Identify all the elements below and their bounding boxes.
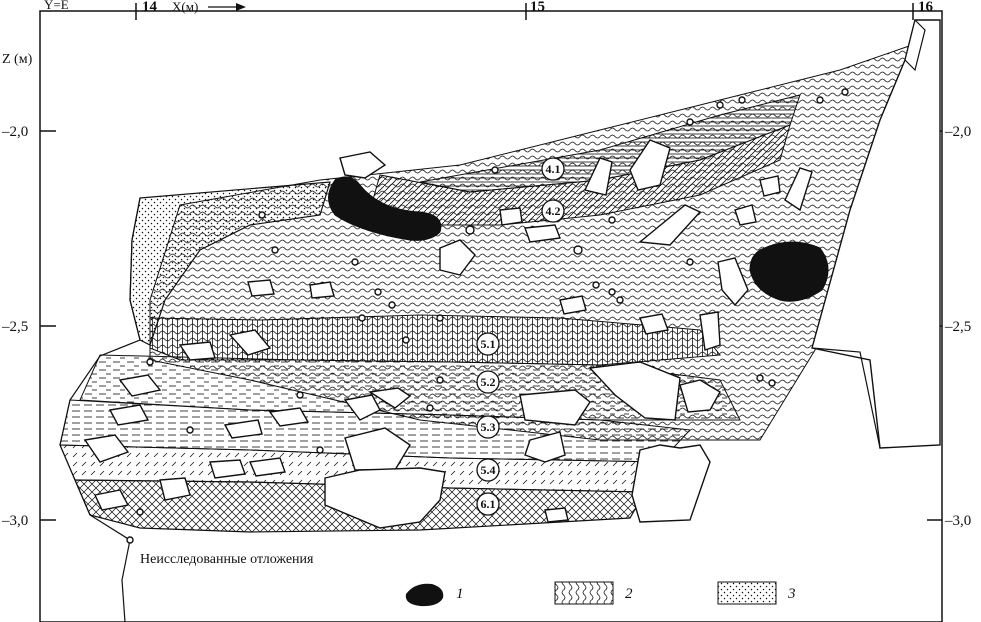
x-axis-arrow-icon — [208, 3, 246, 11]
x-tick-16: 16 — [918, 0, 933, 15]
legend — [406, 582, 796, 606]
legend-item-3 — [718, 582, 796, 604]
z-axis-label: Z (м) — [2, 52, 33, 67]
svg-text:2: 2 — [625, 586, 633, 602]
right-tick-label: –3,0 — [945, 513, 972, 529]
left-tick-label: –2,5 — [2, 319, 29, 335]
svg-text:3: 3 — [788, 586, 796, 602]
svg-text:6.1: 6.1 — [480, 497, 496, 511]
layer-label-5-4 — [477, 459, 499, 481]
layer-label-4-1 — [542, 158, 564, 180]
svg-text:5.2: 5.2 — [480, 375, 496, 389]
section-body — [60, 20, 940, 622]
right-tick-label: –2,5 — [945, 319, 972, 335]
right-tick-label: –2,0 — [945, 124, 972, 140]
svg-text:5.3: 5.3 — [480, 420, 496, 434]
wavy-swatch-icon — [555, 582, 613, 604]
svg-text:5.4: 5.4 — [480, 463, 496, 477]
unexplored-deposits-note: Неисследованные отложения — [140, 552, 314, 567]
svg-text:4.2: 4.2 — [545, 204, 561, 218]
left-tick-label: –2,0 — [2, 124, 29, 140]
layer-label-6-1 — [477, 493, 499, 515]
layer-label-5-1 — [477, 333, 499, 355]
top-scale — [44, 0, 934, 20]
left-tick-label: –3,0 — [2, 513, 29, 529]
left-axis — [1, 52, 56, 529]
svg-text:5.1: 5.1 — [480, 337, 496, 351]
solid-black-swatch-icon — [406, 584, 443, 606]
x-tick-14: 14 — [142, 0, 157, 15]
x-axis-label: X(м) — [172, 0, 199, 14]
dotted-swatch-icon — [718, 582, 776, 604]
layer-label-5-3 — [477, 416, 499, 438]
layer-label-5-2 — [477, 371, 499, 393]
layer-label-4-2 — [542, 200, 564, 222]
legend-item-2 — [555, 582, 633, 604]
svg-text:4.1: 4.1 — [545, 162, 561, 176]
y-axis-label: Y=E — [44, 0, 69, 12]
legend-item-1 — [406, 584, 464, 606]
svg-text:1: 1 — [456, 586, 464, 602]
x-tick-15: 15 — [530, 0, 545, 15]
